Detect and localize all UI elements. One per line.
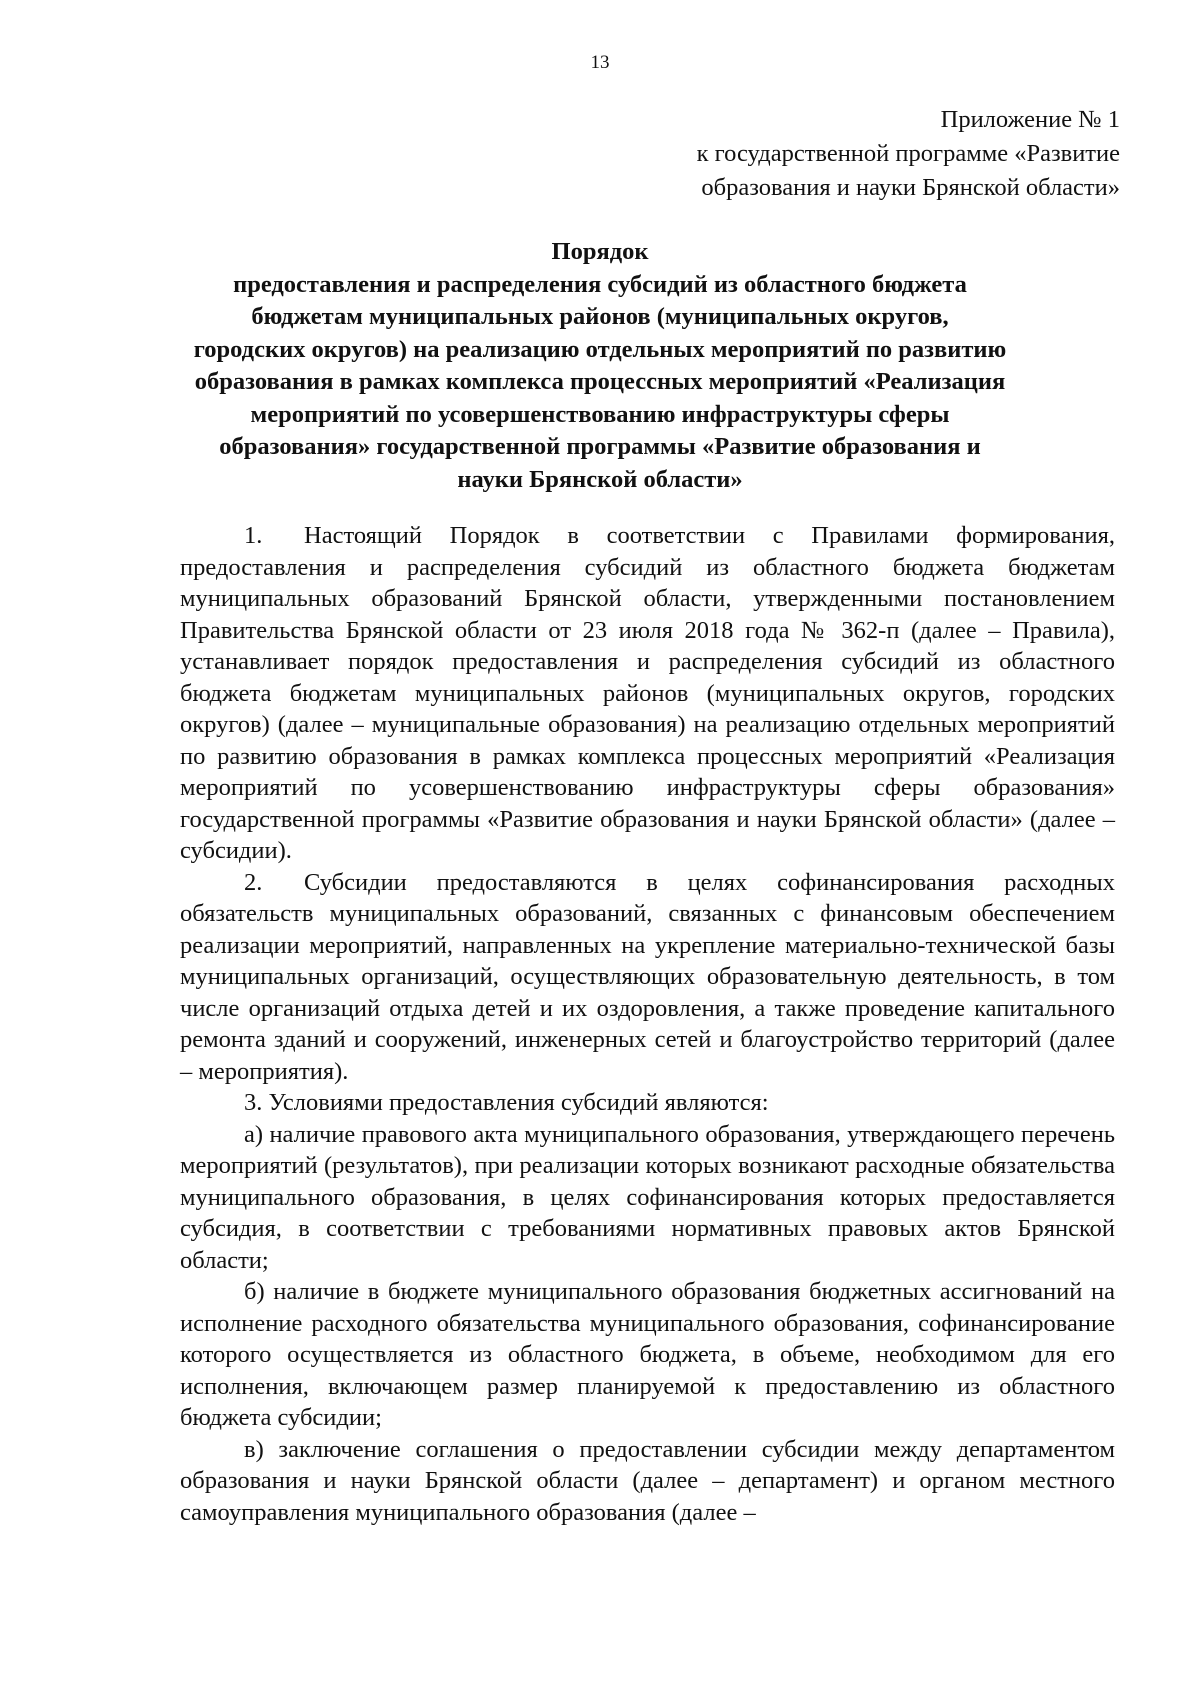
- paragraph-number: 2.: [244, 868, 263, 896]
- title-line: науки Брянской области»: [457, 465, 743, 493]
- appendix-header: [697, 103, 1120, 205]
- paragraph-3a: а) наличие правового акта муниципального образования, утверждающего перечень мероприятий (результатов), при реализации которых возникают расходные обязательства муниципального образования, в целях софинансирования которых предоставляется субсидия, в соответствии с требованиями нормативных правовых актов Брянской области;: [180, 1120, 1115, 1274]
- paragraph-1: [180, 520, 1115, 867]
- paragraph-text: Субсидии предоставляются в целях софинансирования расходных обязательств муниципальных образований, связанных с финансовым обеспечением реализации мероприятий, направленных на укрепление материально-технической базы муниципальных организаций, осуществляющих образовательную деятельность, в том числе организаций отдыха детей и их оздоровления, а также проведение капитального ремонта зданий и сооружений, инженерных сетей и благоустройство территорий (далее – мероприятия).: [180, 868, 1115, 1085]
- paragraph-3b: б) наличие в бюджете муниципального образования бюджетных ассигнований на исполнение расходного обязательства муниципального образования, софинансирование которого осуществляется из областного бюджета, в объеме, необходимом для его исполнения, включающем размер планируемой к предоставлению из областного бюджета субсидии;: [180, 1278, 1115, 1431]
- appendix-line: образования и науки Брянской области»: [701, 174, 1120, 201]
- title-line: бюджетам муниципальных районов (муниципальных округов,: [251, 303, 949, 330]
- document-title: [170, 236, 1030, 496]
- paragraph-3c: в) заключение соглашения о предоставлении субсидии между департаментом образования и науки Брянской области (далее – департамент) и органом местного самоуправления муниципального образования (далее –: [180, 1435, 1115, 1526]
- title-line: предоставления и распределения субсидий из областного бюджета: [233, 270, 967, 298]
- paragraph-text: Настоящий Порядок в соответствии с Правилами формирования, предоставления и распределения субсидий из областного бюджета бюджетам муниципальных образований Брянской области, утвержденными постановлением Правительства Брянской области от 23 июля 2018 года № 362-п (далее – Правила), устанавливает порядок предоставления и распределения субсидий из областного бюджета бюджетам муниципальных районов (муниципальных округов, городских округов) (далее – муниципальные образования) на реализацию отдельных мероприятий по развитию образования в рамках комплекса процессных мероприятий «Реализация мероприятий по усовершенствованию инфраструктуры сферы образования» государственной программы «Развитие образования и науки Брянской области» (далее – субсидии).: [180, 522, 1115, 864]
- title-line: городских округов) на реализацию отдельных мероприятий по развитию: [193, 335, 1007, 363]
- paragraph-3: 3. Условиями предоставления субсидий являются:: [244, 1089, 769, 1116]
- page-number: 13: [590, 52, 610, 73]
- paragraph-2: [180, 867, 1115, 1088]
- title-line: образования в рамках комплекса процессных мероприятий «Реализация: [194, 368, 1006, 395]
- title-heading: Порядок: [551, 238, 649, 265]
- paragraph-number: 1.: [244, 522, 263, 549]
- appendix-line: Приложение № 1: [940, 106, 1120, 133]
- appendix-line: к государственной программе «Развитие: [696, 140, 1120, 167]
- document-body: [180, 520, 1115, 1528]
- title-line: образования» государственной программы «Развитие образования и: [219, 433, 981, 460]
- title-line: мероприятий по усовершенствованию инфраструктуры сферы: [250, 400, 950, 428]
